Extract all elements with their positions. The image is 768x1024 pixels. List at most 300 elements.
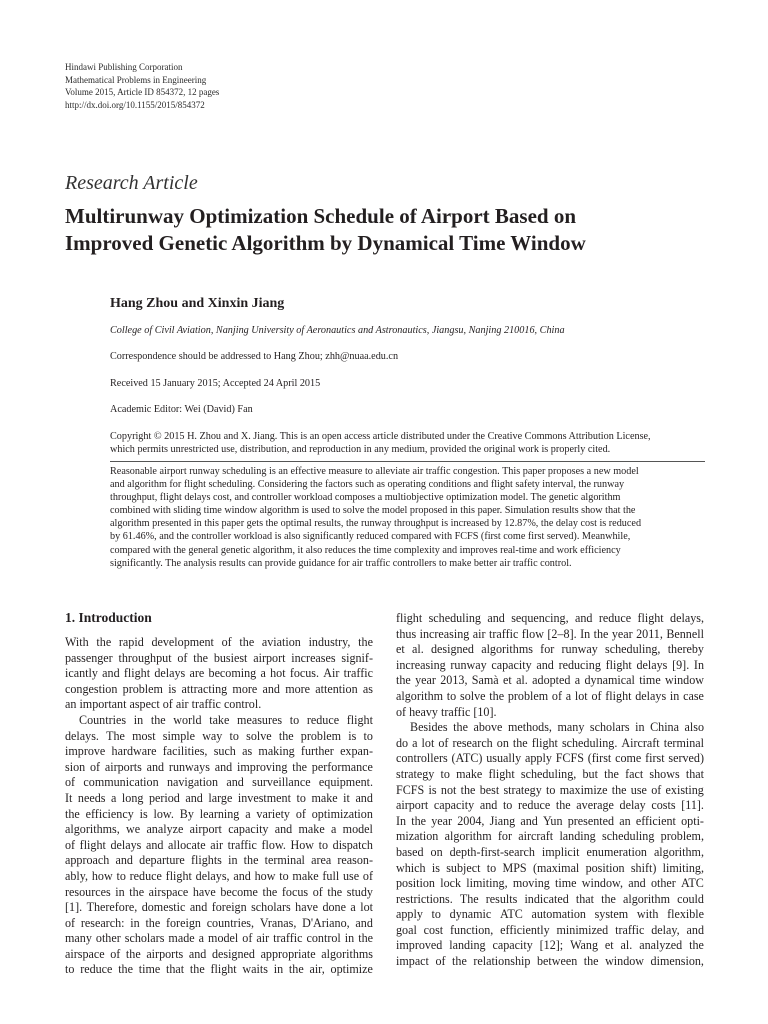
word: a <box>198 931 205 946</box>
word: airport <box>189 822 222 837</box>
word: flight <box>79 837 106 852</box>
word: China <box>650 720 679 735</box>
word: position <box>585 860 625 875</box>
word: flight <box>488 766 515 781</box>
word: air, <box>309 962 325 977</box>
word: flow. <box>261 837 286 852</box>
word: the <box>129 884 145 899</box>
word: et <box>396 642 405 657</box>
word: most <box>132 728 156 743</box>
word: airspace <box>148 884 189 899</box>
word: dynamical <box>584 673 635 688</box>
word: the <box>145 915 161 930</box>
word: use <box>630 782 647 797</box>
body-line <box>396 923 704 939</box>
word: rapid <box>118 635 144 649</box>
word: of <box>242 931 253 946</box>
word: become <box>220 884 258 899</box>
word: time <box>138 962 161 977</box>
word: dispatch <box>332 837 373 852</box>
word: the <box>193 650 209 665</box>
body-line <box>65 962 373 978</box>
word: the <box>689 938 704 953</box>
word: time <box>639 673 661 688</box>
word: allocate <box>168 837 206 852</box>
word: runway <box>561 642 598 657</box>
body-line <box>396 892 704 908</box>
title-line: Multirunway Optimization Schedule of Airport Based on <box>65 204 577 228</box>
word: the <box>189 962 205 977</box>
word: that <box>575 891 594 906</box>
word: reduce <box>518 798 551 813</box>
word: flight <box>637 611 664 625</box>
word: algorithms, <box>65 822 120 837</box>
word: terminal <box>663 735 704 750</box>
word: in <box>669 688 680 703</box>
word: scheduling <box>428 611 481 625</box>
word: and <box>274 822 293 837</box>
word: that <box>685 766 704 781</box>
word: delays <box>636 657 668 672</box>
word: Bennell <box>666 626 704 641</box>
word: delay, <box>651 922 680 937</box>
word: dynamic <box>449 907 492 922</box>
word: in <box>635 720 645 735</box>
word: flow <box>521 626 544 641</box>
word: the <box>452 954 467 969</box>
section-divider <box>110 461 705 462</box>
word: study <box>346 884 373 899</box>
word: to <box>486 860 497 875</box>
word: MPS <box>502 860 527 875</box>
word: In <box>580 626 591 641</box>
abstract-line: compared with the general genetic algorithm, it also reduces the time complexity and improves real-time and work efficiency <box>110 544 621 556</box>
word: airports <box>104 759 142 774</box>
word: but <box>582 766 598 781</box>
word: a <box>111 790 117 805</box>
word: is <box>139 806 148 821</box>
word: the <box>278 728 294 743</box>
body-line <box>396 876 704 892</box>
body-line <box>396 736 704 752</box>
word: the <box>118 962 133 977</box>
body-line <box>396 658 704 674</box>
word: improving <box>237 759 288 774</box>
word: airports <box>146 946 184 961</box>
word: flight <box>605 688 632 703</box>
word: delays, <box>195 868 230 883</box>
word: increasing <box>419 626 470 641</box>
abstract-line: Reasonable airport runway scheduling is an effective measure to alleviate air traffic congestion. This paper proposes a new model <box>110 466 639 477</box>
word: is <box>168 681 177 696</box>
word: limiting, <box>662 860 704 875</box>
word: delays <box>154 666 186 681</box>
affiliation: College of Civil Aviation, Nanjing University of Aeronautics and Astronautics, Jiangsu, Nanjing 210016, China <box>110 325 565 336</box>
word: of <box>177 650 188 665</box>
word: to <box>65 962 75 977</box>
word: shows <box>649 766 680 781</box>
word: [9]. <box>672 657 690 672</box>
word: in <box>115 884 125 899</box>
word: focus. <box>289 666 320 681</box>
word: to <box>289 712 300 727</box>
word: flight <box>210 962 237 977</box>
word: landing <box>449 938 486 953</box>
word: automation <box>531 907 586 922</box>
body-line <box>65 931 373 947</box>
word: countries, <box>206 915 255 930</box>
word: flight <box>531 735 558 750</box>
word: optimization <box>311 806 373 821</box>
word: and <box>145 837 164 852</box>
word: of <box>295 806 306 821</box>
word: model <box>342 822 373 837</box>
journal-header <box>65 61 219 111</box>
word: delays, <box>670 611 704 625</box>
word: scheduling, <box>520 766 577 781</box>
academic-editor: Academic Editor: Wei (David) Fan <box>110 404 253 415</box>
word: algorithm <box>622 891 670 906</box>
word: Samà <box>471 673 499 688</box>
word: of <box>651 782 662 797</box>
word: costs <box>651 798 676 813</box>
word: to <box>446 688 457 703</box>
word: foreign <box>165 915 201 930</box>
word: problem <box>122 681 163 696</box>
word: could <box>677 891 704 906</box>
word: area <box>311 853 332 868</box>
word: lot <box>360 900 373 915</box>
word: Countries <box>79 712 127 727</box>
word: expan- <box>340 744 373 759</box>
abstract-line: algorithm presented in this paper gets the optimal results, the runway throughput is increased by 12.87%, the delay cost is reduced <box>110 518 642 530</box>
word: full <box>322 868 340 883</box>
title-line: Improved Genetic Algorithm by Dynamical Time Window <box>65 231 586 255</box>
word: terminal <box>264 853 305 868</box>
word: the <box>288 962 304 977</box>
word: increasing <box>396 657 446 672</box>
word: ATC <box>499 907 523 922</box>
abstract-line: by 61.46%, and the controller workload is also significantly reduced compared with FCFS (first come first served). Meanwhile, <box>110 531 631 543</box>
word: flexible <box>667 907 704 922</box>
word: The <box>459 891 479 906</box>
word: development <box>151 635 214 649</box>
word: of <box>312 884 323 899</box>
word: and <box>628 876 646 891</box>
word: and <box>487 611 505 625</box>
word: (maximal <box>532 860 580 875</box>
word: opti- <box>681 813 704 828</box>
body-line <box>65 916 373 932</box>
body-line: an important aspect of air traffic control. <box>65 697 262 712</box>
word: window <box>665 673 704 688</box>
word: throughput <box>118 650 172 665</box>
word: it <box>343 790 350 805</box>
word: becoming <box>208 666 257 681</box>
word: other <box>95 931 121 946</box>
abstract-line: significantly. The analysis results can provide guidance for air traffic controllers to make better air traffic control. <box>110 557 572 569</box>
word: the <box>358 635 373 649</box>
word: flight <box>165 868 192 883</box>
body-line <box>65 900 373 916</box>
word: the <box>593 626 609 641</box>
word: on <box>430 844 443 859</box>
word: With <box>65 635 89 649</box>
word: [1]. <box>65 900 83 915</box>
word: lot <box>421 735 435 750</box>
word: many <box>557 720 585 735</box>
word: efficient <box>635 813 676 828</box>
word: scheduling <box>601 829 655 844</box>
word: strategy <box>503 782 542 797</box>
word: passenger <box>65 650 113 665</box>
word: period <box>148 790 180 805</box>
word: enumeration <box>586 844 647 859</box>
word: capacity <box>491 657 532 672</box>
word: case <box>683 688 704 703</box>
word: scheduling, <box>605 642 661 657</box>
word: a <box>350 900 356 915</box>
body-line <box>396 907 704 923</box>
word: flight <box>396 611 423 625</box>
word: appropriate <box>260 946 316 961</box>
received-dates: Received 15 January 2015; Accepted 24 April 2015 <box>110 378 321 389</box>
word: Besides <box>410 720 448 735</box>
word: surveillance <box>252 775 311 790</box>
word: presented <box>567 813 615 828</box>
word: D'Ariano, <box>302 915 350 930</box>
word: how <box>254 868 276 883</box>
word: lock <box>440 876 462 891</box>
word: and <box>115 853 133 868</box>
word: to <box>431 907 441 922</box>
word: FCFS <box>396 782 425 797</box>
word: model <box>208 931 239 946</box>
word: a <box>565 688 572 703</box>
word: the <box>583 954 599 969</box>
word: of <box>362 868 373 883</box>
word: come <box>615 751 642 766</box>
word: scheduling. <box>561 735 618 750</box>
word: approach <box>65 853 110 868</box>
doi-link[interactable]: http://dx.doi.org/10.1155/2015/854372 <box>65 99 205 110</box>
word: the <box>453 720 468 735</box>
word: controllers <box>396 751 448 766</box>
word: fact <box>625 766 644 781</box>
word: and <box>479 798 498 813</box>
word: the <box>396 673 411 688</box>
body-line <box>65 791 373 807</box>
word: depth-first-search <box>449 844 535 859</box>
word: problem, <box>660 829 704 844</box>
body-line <box>65 713 373 729</box>
word: sequencing, <box>511 611 569 625</box>
word: of <box>89 759 101 774</box>
word: the <box>555 798 571 813</box>
word: reduce <box>80 962 113 977</box>
word: traffic <box>615 922 645 937</box>
section-heading: 1. Introduction <box>65 610 152 625</box>
word: strategy <box>396 766 435 781</box>
journal-volume: Volume 2015, Article ID 854372, 12 pages <box>65 87 220 97</box>
word: adopted <box>532 673 571 688</box>
word: time <box>555 876 577 891</box>
word: focus <box>281 884 309 899</box>
word: way <box>202 728 223 743</box>
word: In <box>396 813 407 828</box>
word: first <box>645 751 665 766</box>
word: foreign <box>211 900 247 915</box>
word: of <box>65 915 76 930</box>
body-line <box>65 666 373 682</box>
word: to <box>440 766 450 781</box>
word: for <box>540 642 555 657</box>
word: algorithms <box>321 946 373 961</box>
word: et <box>604 938 614 953</box>
word: usually <box>486 751 522 766</box>
word: served) <box>668 751 704 766</box>
word: we <box>126 822 141 837</box>
word: efficiency <box>85 806 134 821</box>
word: control <box>306 931 341 946</box>
word: of <box>65 837 76 852</box>
publisher-name: Hindawi Publishing Corporation <box>65 62 183 72</box>
word: air <box>472 626 486 641</box>
word: between <box>536 954 578 969</box>
word: capacity <box>433 798 475 813</box>
word: and <box>520 813 538 828</box>
word: signif- <box>341 650 373 665</box>
word: is <box>348 728 357 743</box>
word: flight <box>346 712 373 727</box>
word: a <box>412 735 418 750</box>
word: and <box>575 611 593 625</box>
word: year <box>611 626 633 641</box>
word: the <box>601 891 616 906</box>
left-column <box>65 609 373 978</box>
word: apply <box>396 907 423 922</box>
word: lot <box>574 688 588 703</box>
word: equipment. <box>318 775 373 790</box>
body-line <box>396 954 704 970</box>
word: Wang <box>570 938 598 953</box>
body-line <box>396 611 704 627</box>
copyright-notice <box>110 430 705 456</box>
word: limiting, <box>466 876 508 891</box>
word: impact <box>396 954 429 969</box>
body-line <box>65 822 373 838</box>
word: to <box>318 837 329 852</box>
word: made <box>168 931 195 946</box>
word: in <box>130 915 140 930</box>
word: runways <box>168 759 210 774</box>
body-line: of heavy traffic [10]. <box>396 704 497 719</box>
word: to <box>546 782 556 797</box>
word: delay <box>619 798 646 813</box>
word: take <box>209 712 230 727</box>
word: (ATC) <box>451 751 483 766</box>
word: sion <box>65 759 86 774</box>
word: delays <box>635 688 667 703</box>
word: icantly <box>65 666 98 681</box>
word: airspace <box>65 946 105 961</box>
word: and <box>185 790 203 805</box>
word: needs <box>77 790 106 805</box>
word: Therefore, <box>86 900 138 915</box>
word: reducing <box>558 657 601 672</box>
word: ATC <box>681 876 704 891</box>
body-line <box>396 829 704 845</box>
word: results <box>485 891 518 906</box>
word: Yun <box>543 813 563 828</box>
word: is <box>428 782 437 797</box>
word: aviation <box>261 635 301 649</box>
word: research <box>452 735 493 750</box>
word: attention <box>315 681 358 696</box>
word: and <box>189 900 208 915</box>
abstract-line: throughput, flight delays cost, and controller workload composes a multiobjective optimization model. The genetic algorithm <box>110 492 621 504</box>
word: window, <box>581 876 623 891</box>
word: large <box>208 790 233 805</box>
word: (first <box>587 751 612 766</box>
word: and <box>233 868 251 883</box>
word: to <box>279 868 289 883</box>
body-line <box>65 838 373 854</box>
word: the <box>65 806 80 821</box>
word: traffic <box>489 626 519 641</box>
word: subject <box>446 860 481 875</box>
word: based <box>396 844 424 859</box>
body-line <box>65 807 373 823</box>
word: the <box>243 853 259 868</box>
word: apply <box>525 751 552 766</box>
word: year <box>415 673 436 688</box>
word: in <box>344 931 355 946</box>
word: methods, <box>507 720 552 735</box>
journal-name: Mathematical Problems in Engineering <box>65 74 207 85</box>
word: system <box>594 907 629 922</box>
body-line <box>65 729 373 745</box>
word: Air <box>323 666 340 681</box>
word: make <box>456 766 483 781</box>
body-line <box>396 767 704 783</box>
word: and <box>262 681 280 696</box>
word: long <box>121 790 144 805</box>
word: in <box>133 712 144 727</box>
body-line <box>396 720 704 736</box>
word: simple <box>162 728 196 743</box>
word: analyzed <box>639 938 683 953</box>
word: [11]. <box>681 798 704 813</box>
word: congestion <box>65 681 118 696</box>
word: above <box>473 720 503 735</box>
body-line <box>65 744 373 760</box>
body-line <box>65 869 373 885</box>
word: window <box>605 954 645 969</box>
word: the <box>125 946 141 961</box>
word: algorithm <box>396 688 444 703</box>
word: air <box>256 931 270 946</box>
word: designed <box>211 946 255 961</box>
word: cost <box>423 922 444 937</box>
word: a <box>260 666 266 681</box>
word: position <box>396 876 435 891</box>
word: communication <box>83 775 159 790</box>
word: other <box>650 876 676 891</box>
word: to <box>502 798 513 813</box>
body-line <box>65 651 373 667</box>
word: and <box>214 759 233 774</box>
